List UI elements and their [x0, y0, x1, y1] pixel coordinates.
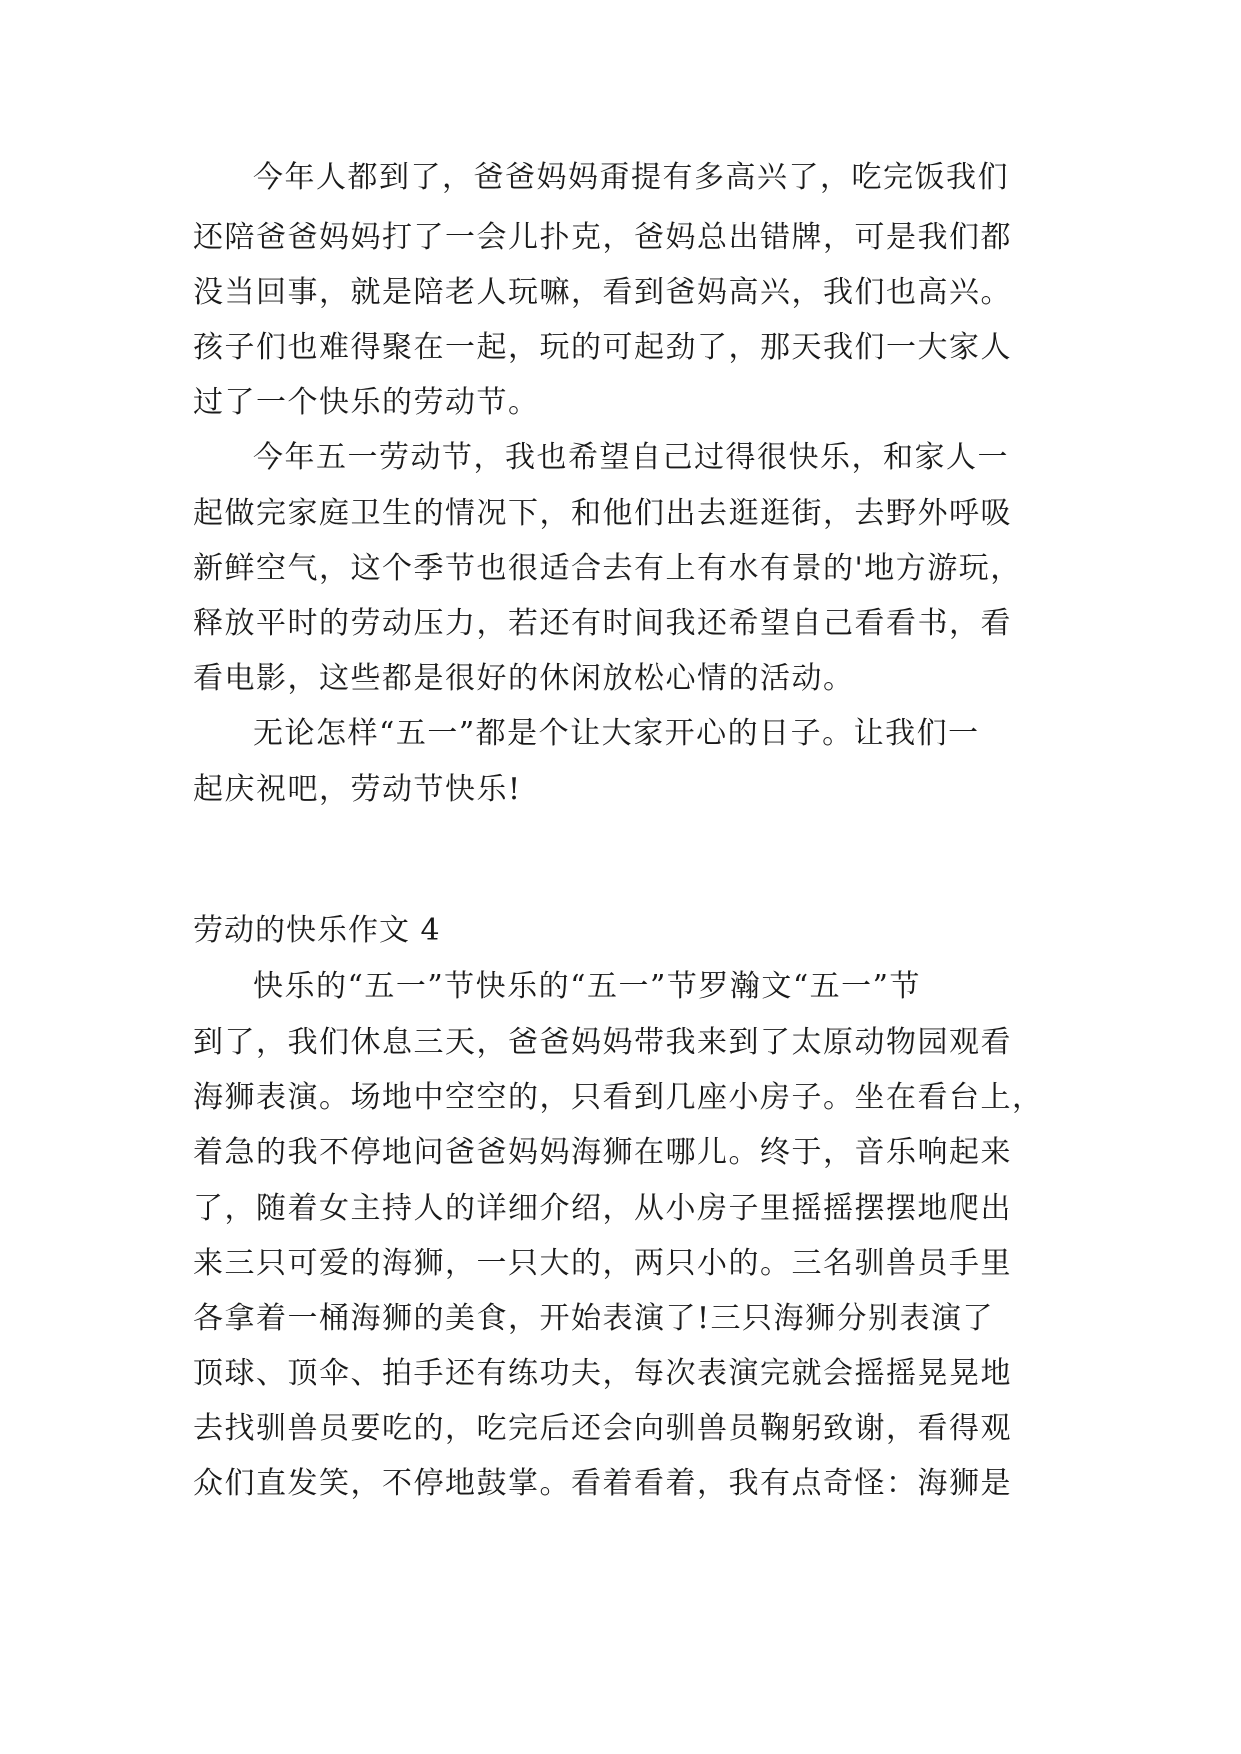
paragraph-line: 孩子们也难得聚在一起，玩的可起劲了，那天我们一大家人: [193, 330, 1012, 365]
paragraph-line: 看电影，这些都是很好的休闲放松心情的活动。: [193, 661, 855, 696]
paragraph-line: 各拿着一桶海狮的美食，开始表演了!三只海狮分别表演了: [193, 1301, 995, 1336]
paragraph-line: 新鲜空气，这个季节也很适合去有上有水有景的'地方游玩，: [193, 551, 1022, 586]
paragraph-line: 起做完家庭卫生的情况下，和他们出去逛逛街，去野外呼吸: [193, 496, 1012, 531]
paragraph-line: 快乐的“五一”节快乐的“五一”节罗瀚文“五一”节: [253, 969, 922, 1004]
paragraph-line: 释放平时的劳动压力，若还有时间我还希望自己看看书，看: [193, 606, 1012, 641]
paragraph-line: 过了一个快乐的劳动节。: [193, 385, 540, 420]
paragraph-line: 众们直发笑，不停地鼓掌。看着看着，我有点奇怪：海狮是: [193, 1466, 1012, 1501]
paragraph-line: 还陪爸爸妈妈打了一会儿扑克，爸妈总出错牌，可是我们都: [193, 220, 1012, 255]
paragraph-line: 没当回事，就是陪老人玩嘛，看到爸妈高兴，我们也高兴。: [193, 275, 1012, 310]
section-heading: 劳动的快乐作文 4: [193, 913, 441, 948]
paragraph-line: 顶球、顶伞、拍手还有练功夫，每次表演完就会摇摇晃晃地: [193, 1356, 1012, 1391]
paragraph-line: 着急的我不停地问爸爸妈妈海狮在哪儿。终于，音乐响起来: [193, 1135, 1012, 1170]
paragraph-line: 今年人都到了，爸爸妈妈甭提有多高兴了，吃完饭我们: [253, 160, 1009, 195]
paragraph-line: 到了，我们休息三天，爸爸妈妈带我来到了太原动物园观看: [193, 1025, 1012, 1060]
paragraph-line: 来三只可爱的海狮，一只大的，两只小的。三名驯兽员手里: [193, 1246, 1012, 1281]
paragraph-line: 无论怎样“五一”都是个让大家开心的日子。让我们一: [253, 716, 980, 751]
paragraph-line: 起庆祝吧，劳动节快乐!: [193, 772, 522, 807]
paragraph-line: 去找驯兽员要吃的，吃完后还会向驯兽员鞠躬致谢，看得观: [193, 1411, 1012, 1446]
paragraph-line: 海狮表演。场地中空空的，只看到几座小房子。坐在看台上，: [193, 1080, 1044, 1115]
paragraph-line: 了，随着女主持人的详细介绍，从小房子里摇摇摆摆地爬出: [193, 1191, 1012, 1226]
paragraph-line: 今年五一劳动节，我也希望自己过得很快乐，和家人一: [253, 440, 1009, 475]
